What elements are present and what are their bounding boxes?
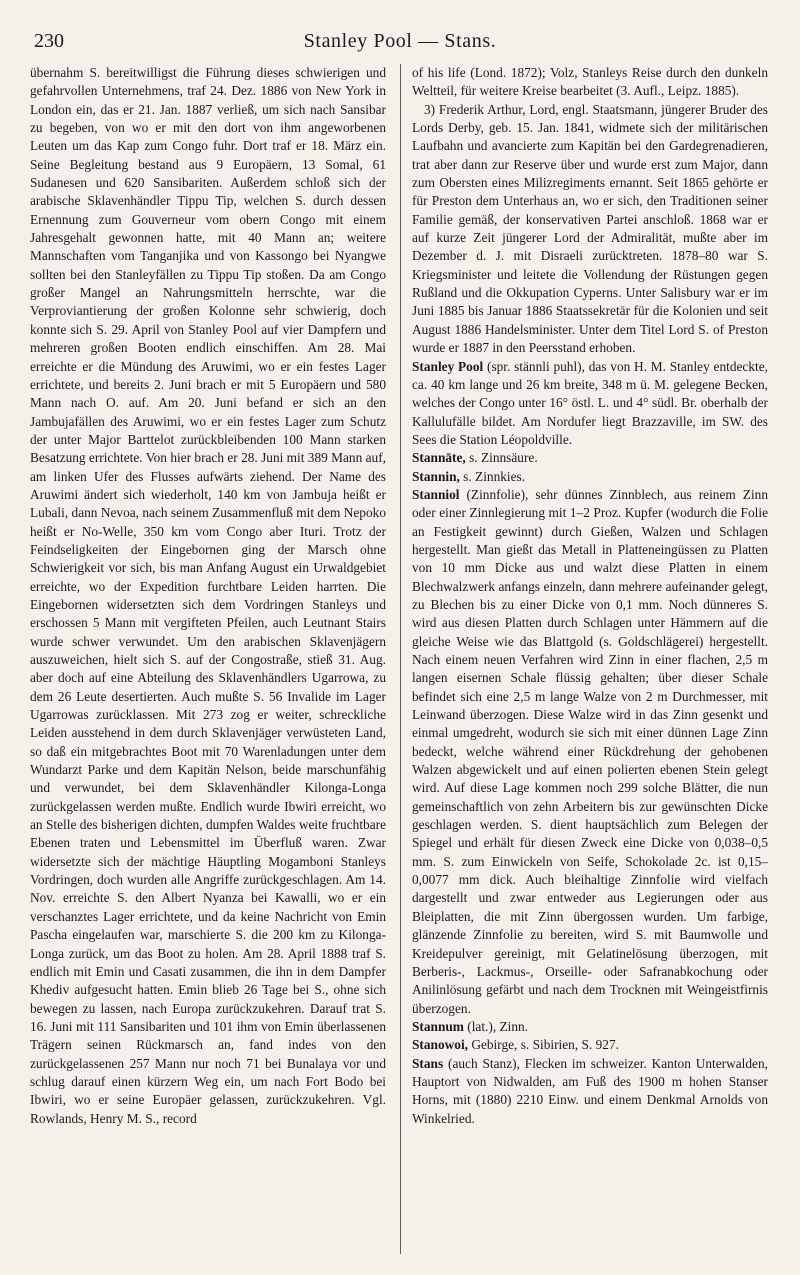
headword: Stanniol	[412, 486, 460, 502]
entry-stannum	[412, 1018, 768, 1036]
entry-text: s. Zinnsäure.	[465, 450, 538, 466]
headword: Stans	[412, 1055, 444, 1071]
left-column-text: übernahm S. bereitwilligst die Führung dieses schwierigen und gefahrvollen Unternehmens, traf 24. Dez. 1886 von New York in London ein, das er 21. Jan. 1887 verließ, um sich nach Sansibar zu begeben, von wo er mit den dort von ihm angeworbenen Leuten um das Kap zum Congo fuhr. Dort traf er 18. März ein. Seine Begleitung bestand aus 9 Europäern, 13 Somal, 61 Sudanesen und 620 Sansibariten. Außerdem schloß sich der arabische Sklavenhändler Tippu Tip, welchen S. durch dessen Ernennung zum Gouverneur vom obern Congo mit einem Jahresgehalt gewonnen hatte, mit 40 Mann an; weitere Mannschaften vom Tanganjika und von Kassongo bei Nyangwe sollten bei den Stanleyfällen zu Tippu Tip stoßen. Da am Congo großer Mangel an Nahrungsmitteln herrschte, war die Verproviantierung der großen Kolonne sehr schwierig, doch konnte sich S. 29. April von Stanley Pool auf vier Dampfern und mehreren großen Booten endlich einschiffen. Am 28. Mai erreichte er die Mündung des Aruwimi, wo er ein festes Lager errichtete, und bereits 2. Juni brach er mit 5 Europäern und 580 Mann nach O. auf. Am 20. Juni befand er sich an den Jambujafällen des Aruwimi, wo er ein festes Lager zum Schutz der unter Major Barttelot zurückbleibenden 100 Mann starken Besatzung errichtete. Von hier brach er 28. Juni mit 389 Mann auf, am linken Ufer des Flusses aufwärts ziehend. Der Name des Aruwimi ändert sich wiederholt, 140 km von Jambuja heißt er Lubali, dann Nevoa, nach seinem Zusammenfluß mit dem Nepoko heißt er No-Welle, 350 km vom Congo aber Ituri. Trotz der Feindseligkeiten der Eingebornen ging der Marsch ohne Schwierigkeit vor sich, bis man Anfang August ein Urwaldgebiet erreichte, wo der Expedition furchtbare Leiden harrten. Die Eingebornen widersetzten sich dem Vordringen Stanleys und erschossen 5 Mann mit vergifteten Pfeilen, auch Leutnant Stairs wurde schwer verwundet. Um den arabischen Sklavenjägern auszuweichen, hielt sich S. auf der Congostraße, stieß 31. Aug. aber doch auf eine Abteilung des Sklavenhändlers Ugarrowa, zu dem 26 Leute desertierten. Auch mußte S. 56 Invalide im Lager Ugarrowas zurücklassen. Mit 273 zog er weiter, schreckliche Leiden ausstehend in dem durch Sklavenjäger verwüsteten Land, so daß ein mitgebrachtes Boot mit 70 Warenladungen unter dem Wundarzt Parke und dem Kapitän Nelson, beide marschunfähig und verwundet, bei dem Sklavenhändler Kilonga-Longa zurückgelassen werden mußte. Endlich wurde Ibwiri erreicht, wo an Stelle des bisherigen dichten, dumpfen Waldes weite fruchtbare Ebenen traten und Lebensmittel im Überfluß waren. Zwar widersetzte sich der mächtige Häuptling Mogamboni Stanleys Vordringen, doch wurden alle Angriffe zurückgeschlagen. Am 14. Nov. erreichte S. den Albert Nyanza bei Kawalli, wo er ein verschanztes Lager errichtete, und da keine Nachricht von Emin Pascha eingelaufen war, marschierte S. die 200 km zu Kilonga-Longa zurück, um das Boot zu holen. Am 28. April 1888 traf S. endlich mit Emin und Casati zusammen, die ihn in dem Dampfer Khediv aufgesucht hatten. Emin blieb 26 Tage bei S., ohne sich bewegen zu lassen, nach Europa zurückzukehren. Darauf trat S. 16. Juni mit 111 Sansibariten und 101 ihm von Emin überlassenen Trägern seinen Rückmarsch an, fand indes von den zurückgelassenen 257 Mann nur noch 71 bei Bunalaya vor und schlug darauf einen kürzern Weg ein, um nach Fort Bodo bei Ibwiri, wo er seine Europäer gelassen, zurückzukehren. Vgl. Rowlands, Henry M. S., record	[30, 65, 386, 1126]
continuation-text: of his life (Lond. 1872); Volz, Stanleys Reise durch den dunkeln Weltteil, für weitere Kreise bearbeitet (3. Aufl., Leipz. 1885).	[412, 65, 768, 99]
entry-text: (spr. stännli puhl), das von H. M. Stanley entdeckte, ca. 40 km lange und 26 km breite, 348 m ü. M. gelegene Becken, welches der Congo unter 16° östl. L. und 4° südl. Br. oberhalb der Kallulufälle bildet. Am Nordufer liegt Brazzaville, im SW. des Sees die Station Léopoldville.	[412, 358, 768, 447]
two-column-body	[30, 64, 774, 1254]
entry-stanowoi	[412, 1036, 768, 1054]
headword: Stanowoi,	[412, 1037, 468, 1053]
entry-text: (lat.), Zinn.	[463, 1018, 529, 1034]
headword: Stannāte,	[412, 450, 466, 466]
entry-stannin	[412, 468, 768, 486]
headword: Stannum	[412, 1018, 464, 1034]
headword: Stannin,	[412, 468, 460, 484]
entry-stans	[412, 1055, 768, 1128]
entry-stannate	[412, 449, 768, 467]
entry-stanley-pool	[412, 358, 768, 450]
subentry-frederik-arthur: 3) Frederik Arthur, Lord, engl. Staatsmann, jüngerer Bruder des Lords Derby, geb. 15. Jan. 1841, widmete sich der militärischen Laufbahn und avancierte zum Kapitän bei den Gardegrenadieren, trat aber dann zur Reserve über und wurde erst zum Major, dann zum Obersten eines Milizregiments ernannt. Seit 1865 gehörte er für Preston dem Unterhaus an, wo er sich, den Traditionen seiner Familie gemäß, der konservativen Partei anschloß. 1868 war er auf kurze Zeit jüngerer Lord der Admiralität, mußte aber im Dezember d. J. mit Disraeli zurücktreten. 1878–80 war S. Kriegsminister und leitete die Vollendung der Rüstungen gegen Rußland und die Okkupation Cyperns. Unter Salisbury war er im Juni 1885 bis Januar 1886 Staatssekretär für die Kolonien und seit August 1886 Handelsminister. Unter dem Titel Lord S. of Preston wurde er 1887 in den Peersstand erhoben.	[412, 101, 768, 356]
entry-text: Gebirge, s. Sibirien, S. 927.	[467, 1037, 619, 1053]
right-column	[412, 64, 768, 1254]
page-header	[30, 26, 770, 56]
entry-text: (auch Stanz), Flecken im schweizer. Kanton Unterwalden, Hauptort von Nidwalden, am Fuß des 1900 m hohen Stanser Horns, mit (1880) 2210 Einw. und einem Denkmal Arnolds von Winkelried.	[412, 1055, 768, 1126]
column-divider	[400, 64, 401, 1254]
entry-text: s. Zinnkies.	[459, 468, 526, 484]
left-column	[30, 64, 386, 1254]
page-number: 230	[34, 30, 64, 52]
entry-text: (Zinnfolie), sehr dünnes Zinnblech, aus reinem Zinn oder einer Zinnlegierung mit 1–2 Proz. Kupfer (wodurch die Folie an Festigkeit gewinnt) durch Gießen, Walzen und Schlagen hergestellt. Man gießt das Metall in Platteneingüssen zu Platten von 10 mm Dicke aus und walzt diese Platten in einem Blechwalzwerk anfangs einzeln, dann mehrere aufeinander gelegt, zu Blechen bis zu einer Dicke von 0,1 mm. Noch dünneres S. wird aus diesen Platten durch Schlagen unter Hämmern auf die gleiche Weise wie das Blattgold (s. Goldschlägerei) hergestellt. Nach einem neuen Verfahren wird Zinn in einer flachen, 2,5 m langen eisernen Schale flüssig gehalten; über dieser Schale befindet sich eine 2,5 m lange Walze von 2 m Durchmesser, mit Leinwand überzogen. Diese Walze wird in das Zinn gesenkt und einmal umgedreht, wodurch sie sich mit einer dünnen Lage Zinn bedeckt, welche während einer Rückdrehung der gehobenen Walzen abgewickelt und auf einen polierten ebenen Stein gelegt wird. Auf diese Lage kommen noch 299 solche Blätter, die nun gemeinschaftlich von zehn Arbeitern bis zur gewünschten Dicke geschlagen werden. S. dient hauptsächlich zum Belegen der Spiegel und erhält für diesen Zweck eine Dicke von 0,038–0,5 mm. S. zum Einwickeln von Seife, Schokolade 2c. ist 0,15–0,0077 mm dick. Auch bleihaltige Zinnfolie wird vielfach dargestellt und zwar entweder aus Legierungen oder aus Bleiplatten, die mit Zinn übergossen wurden. Um farbige, glänzende Zinnfolie zu bereiten, wird S. mit Baumwolle und Kreidepulver gereinigt, mit Gelatinelösung überzogen, mit Berberis-, Lackmus-, Orseille- oder Safranabkochung oder Anilinlösung gefärbt und nach dem Trocknen mit Weingeistfirnis überzogen.	[412, 486, 768, 1016]
entry-stanniol	[412, 486, 768, 1018]
running-head: Stanley Pool — Stans.	[303, 30, 497, 52]
headword: Stanley Pool	[412, 358, 484, 374]
